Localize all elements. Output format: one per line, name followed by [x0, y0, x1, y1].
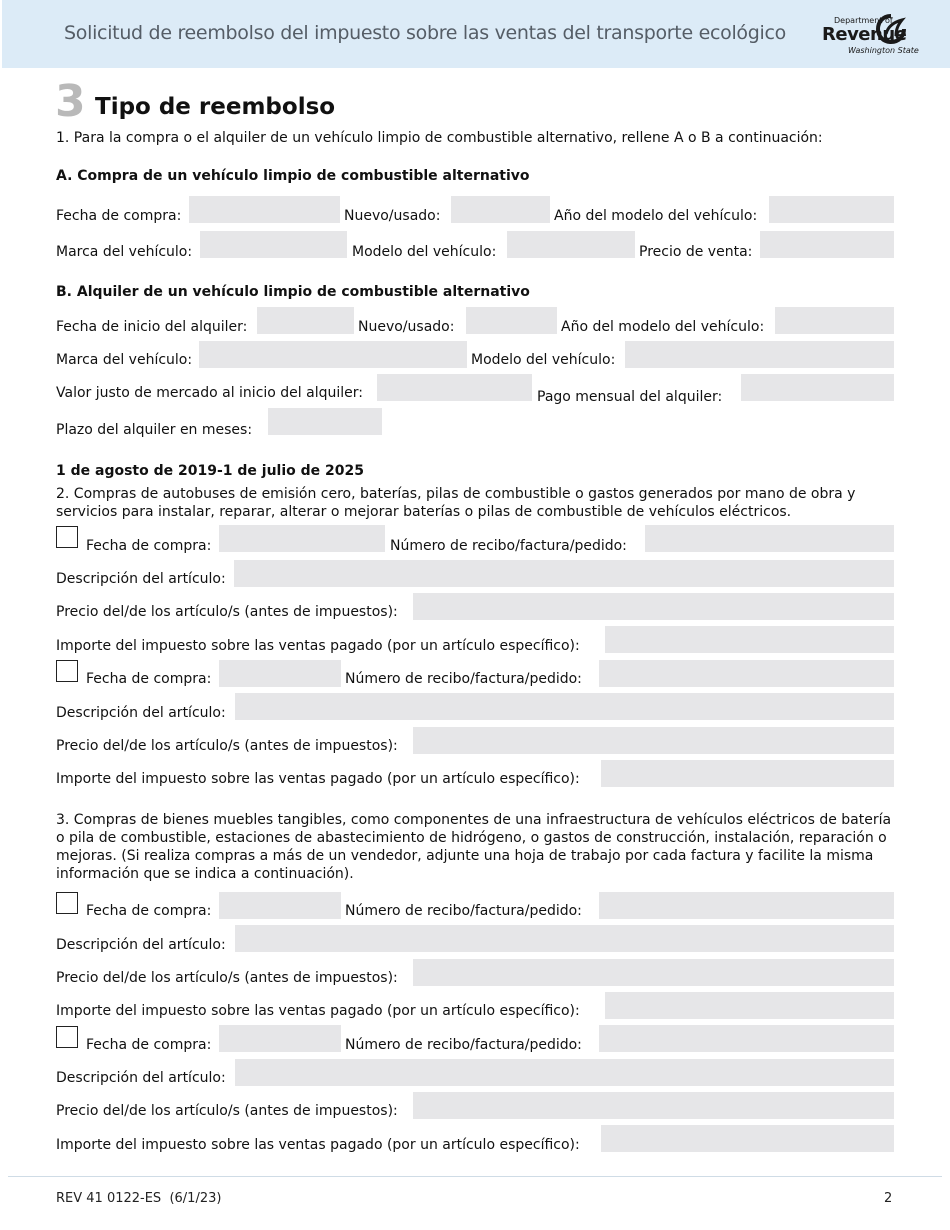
logo-department-text: Department of [834, 16, 893, 25]
purchase-make-field[interactable] [200, 231, 347, 258]
item-3-entry-1-receipt-field[interactable] [599, 892, 894, 919]
section-number: 3 [55, 76, 86, 127]
lease-model-year-label: Año del modelo del vehículo: [561, 319, 765, 335]
item-3-description: 3. Compras de bienes muebles tangibles, como componentes de una infraestructura de vehículos eléctricos de batería o pila de combustible, estaciones de abastecimiento de hidrógeno, o gastos de construcción, instalación, reparación o mejoras. (Si realiza compras a más de un vendedor, adjunte una hoja de trabajo por cada factura y facilite la misma información que se indica a continuación). [56, 812, 892, 882]
purchase-date-label: Fecha de compra: [56, 208, 182, 224]
item-2-entry-1-description-label: Descripción del artículo: [56, 571, 226, 587]
item-1-instructions: 1. Para la compra o el alquiler de un vehículo limpio de combustible alternativo, rellene A o B a continuación: [56, 130, 823, 146]
item-3-entry-1-description-label: Descripción del artículo: [56, 937, 226, 953]
item-3-entry-1-checkbox[interactable] [56, 892, 78, 914]
item-3-entry-2-date-label: Fecha de compra: [86, 1037, 212, 1053]
lease-fmv-field[interactable] [377, 374, 532, 401]
item-3-entry-2-date-field[interactable] [219, 1025, 341, 1052]
item-3-entry-2-description-field[interactable] [235, 1059, 894, 1086]
purchase-new-used-field[interactable] [451, 196, 550, 223]
purchase-date-field[interactable] [189, 196, 340, 223]
item-3-entry-2-price-label: Precio del/de los artículo/s (antes de impuestos): [56, 1103, 398, 1119]
lease-model-label: Modelo del vehículo: [471, 352, 616, 368]
item-3-entry-2-receipt-field[interactable] [599, 1025, 894, 1052]
item-2-entry-2-checkbox[interactable] [56, 660, 78, 682]
item-3-entry-1-date-field[interactable] [219, 892, 341, 919]
lease-start-label: Fecha de inicio del alquiler: [56, 319, 248, 335]
purchase-model-label: Modelo del vehículo: [352, 244, 497, 260]
item-3-entry-2-receipt-label: Número de recibo/factura/pedido: [345, 1037, 582, 1053]
item-3-entry-1-receipt-label: Número de recibo/factura/pedido: [345, 903, 582, 919]
lease-model-year-field[interactable] [775, 307, 894, 334]
item-2-entry-1-price-label: Precio del/de los artículo/s (antes de impuestos): [56, 604, 398, 620]
purchase-model-field[interactable] [507, 231, 635, 258]
item-2-entry-2-date-label: Fecha de compra: [86, 671, 212, 687]
dor-logo [822, 14, 919, 58]
page-header [2, 0, 950, 68]
item-2-entry-2-description-label: Descripción del artículo: [56, 705, 226, 721]
lease-monthly-field[interactable] [741, 374, 894, 401]
item-3-entry-2-description-label: Descripción del artículo: [56, 1070, 226, 1086]
lease-make-label: Marca del vehículo: [56, 352, 193, 368]
item-2-entry-1-receipt-field[interactable] [645, 525, 894, 552]
purchase-heading: A. Compra de un vehículo limpio de combustible alternativo [56, 168, 530, 184]
item-3-entry-2-tax-label: Importe del impuesto sobre las ventas pagado (por un artículo específico): [56, 1137, 580, 1153]
item-2-entry-1-date-label: Fecha de compra: [86, 538, 212, 554]
purchase-make-label: Marca del vehículo: [56, 244, 193, 260]
item-2-entry-2-receipt-label: Número de recibo/factura/pedido: [345, 671, 582, 687]
item-3-entry-1-tax-label: Importe del impuesto sobre las ventas pagado (por un artículo específico): [56, 1003, 580, 1019]
wa-revenue-logo-icon [876, 14, 906, 44]
page-number: 2 [884, 1191, 893, 1206]
section-title: Tipo de reembolso [95, 94, 336, 120]
item-2-entry-2-price-label: Precio del/de los artículo/s (antes de impuestos): [56, 738, 398, 754]
item-2-entry-2-price-field[interactable] [413, 727, 894, 754]
purchase-price-label: Precio de venta: [639, 244, 753, 260]
lease-term-field[interactable] [268, 408, 382, 435]
item-3-entry-1-price-label: Precio del/de los artículo/s (antes de impuestos): [56, 970, 398, 986]
item-3-entry-2-checkbox[interactable] [56, 1026, 78, 1048]
item-2-entry-1-tax-field[interactable] [605, 626, 894, 653]
item-2-entry-1-date-field[interactable] [219, 525, 385, 552]
item-2-entry-2-tax-label: Importe del impuesto sobre las ventas pagado (por un artículo específico): [56, 771, 580, 787]
item-3-entry-1-price-field[interactable] [413, 959, 894, 986]
item-2-entry-2-tax-field[interactable] [601, 760, 894, 787]
lease-fmv-label: Valor justo de mercado al inicio del alquiler: [56, 385, 363, 401]
item-3-entry-1-date-label: Fecha de compra: [86, 903, 212, 919]
purchase-new-used-label: Nuevo/usado: [344, 208, 441, 224]
lease-monthly-label: Pago mensual del alquiler: [537, 389, 723, 405]
period-heading: 1 de agosto de 2019-1 de julio de 2025 [56, 463, 364, 479]
lease-term-label: Plazo del alquiler en meses: [56, 422, 253, 438]
purchase-model-year-label: Año del modelo del vehículo: [554, 208, 758, 224]
purchase-model-year-field[interactable] [769, 196, 894, 223]
lease-heading: B. Alquiler de un vehículo limpio de combustible alternativo [56, 284, 530, 300]
logo-revenue-text: Revenue [822, 24, 907, 45]
lease-new-used-label: Nuevo/usado: [358, 319, 455, 335]
item-2-entry-1-price-field[interactable] [413, 593, 894, 620]
lease-new-used-field[interactable] [466, 307, 557, 334]
item-3-entry-1-description-field[interactable] [235, 925, 894, 952]
logo-state-text: Washington State [848, 46, 919, 55]
form-id: REV 41 0122-ES (6/1/23) [56, 1191, 222, 1206]
footer-divider [8, 1176, 942, 1177]
item-3-entry-2-tax-field[interactable] [601, 1125, 894, 1152]
item-3-entry-1-tax-field[interactable] [605, 992, 894, 1019]
item-3-entry-2-price-field[interactable] [413, 1092, 894, 1119]
form-title: Solicitud de reembolso del impuesto sobre las ventas del transporte ecológico [64, 22, 786, 44]
purchase-price-field[interactable] [760, 231, 894, 258]
item-2-entry-2-description-field[interactable] [235, 693, 894, 720]
lease-start-field[interactable] [257, 307, 354, 334]
item-2-entry-1-checkbox[interactable] [56, 526, 78, 548]
item-2-entry-2-date-field[interactable] [219, 660, 341, 687]
item-2-entry-2-receipt-field[interactable] [599, 660, 894, 687]
item-2-entry-1-description-field[interactable] [234, 560, 894, 587]
lease-model-field[interactable] [625, 341, 894, 368]
item-2-description: 2. Compras de autobuses de emisión cero, baterías, pilas de combustible o gastos generados por mano de obra y servicios para instalar, reparar, alterar o mejorar baterías o pilas de combustible de vehículos eléctricos. [56, 486, 856, 520]
item-2-entry-1-receipt-label: Número de recibo/factura/pedido: [390, 538, 627, 554]
lease-make-field[interactable] [199, 341, 467, 368]
item-2-entry-1-tax-label: Importe del impuesto sobre las ventas pagado (por un artículo específico): [56, 638, 580, 654]
